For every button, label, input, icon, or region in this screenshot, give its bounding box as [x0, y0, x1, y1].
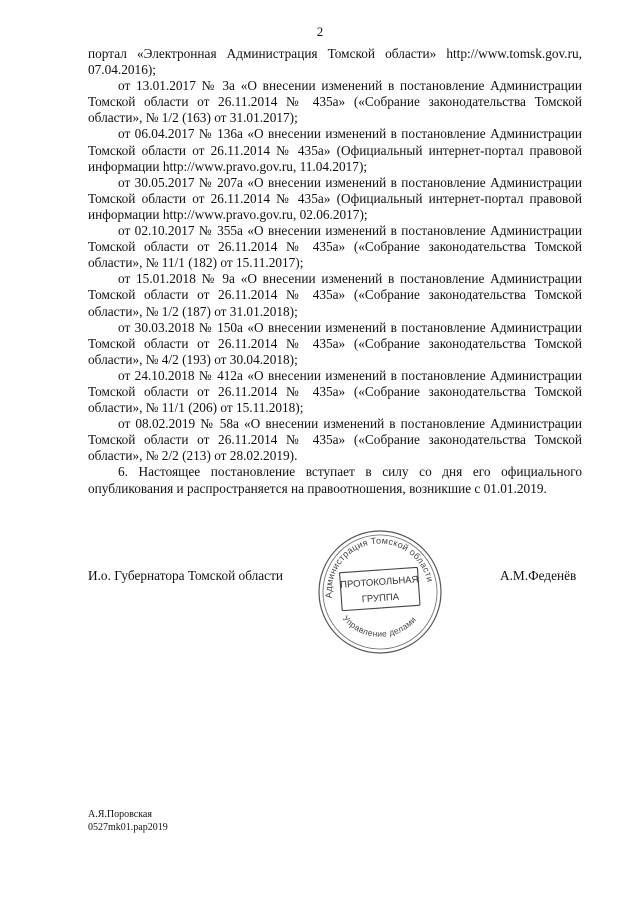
page-number: 2 [316, 24, 324, 39]
signatory-position: И.о. Губернатора Томской области [88, 568, 284, 583]
paragraph-continuation: портал «Электронная Администрация Томской области» http://www.tomsk.gov.ru, 07.04.2016); [88, 46, 582, 78]
stamp-outer-text: Администрация Томской области [323, 535, 436, 599]
amendment-paragraph: от 08.02.2019 № 58а «О внесении изменений в постановление Администрации Томской области от 26.11.2014 № 435а» («Собрание законодательства Томской области», № 2/2 (213) от 28.02.2019). [88, 416, 582, 464]
svg-text:Управление делами [341, 613, 418, 638]
footer-file-code: 0527mk01.pap2019 [88, 822, 168, 833]
stamp-inner-line1: ПРОТОКОЛЬНАЯ [339, 574, 419, 591]
footer-author: А.Я.Поровская [88, 809, 152, 820]
footer-info [88, 808, 168, 834]
official-stamp [316, 528, 444, 656]
amendment-paragraph: от 30.03.2018 № 150а «О внесении изменений в постановление Администрации Томской области от 26.11.2014 № 435а» («Собрание законодательства Томской области», № 4/2 (193) от 30.04.2018); [88, 319, 582, 367]
amendment-paragraph: от 06.04.2017 № 136а «О внесении изменений в постановление Администрации Томской области от 26.11.2014 № 435а» (Официальный интернет-портал правовой информации http://www.pravo.gov.ru, 11.04.2017); [88, 126, 582, 174]
signatory-name: А.М.Феденёв [500, 568, 577, 583]
effective-date-paragraph: 6. Настоящее постановление вступает в силу со дня его официального опубликования и распространяется на правоотношения, возникшие с 01.01.2019. [88, 464, 582, 496]
amendment-paragraph: от 24.10.2018 № 412а «О внесении изменений в постановление Администрации Томской области от 26.11.2014 № 435а» («Собрание законодательства Томской области», № 11/1 (206) от 15.11.2018); [88, 367, 582, 416]
document-body [88, 46, 582, 497]
stamp-bottom-text: Управление делами [340, 613, 419, 639]
amendment-paragraph: от 13.01.2017 № 3а «О внесении изменений в постановление Администрации Томской области от 26.11.2014 № 435а» («Собрание законодательства Томской области», № 1/2 (163) от 31.01.2017); [88, 78, 582, 126]
amendment-paragraph: от 02.10.2017 № 355а «О внесении изменений в постановление Администрации Томской области от 26.11.2014 № 435а» («Собрание законодательства Томской области», № 11/1 (182) от 15.11.2017); [88, 223, 582, 271]
amendment-paragraph: от 15.01.2018 № 9а «О внесении изменений в постановление Администрации Томской области от 26.11.2014 № 435а» («Собрание законодательства Томской области», № 1/2 (187) от 31.01.2018); [88, 271, 582, 319]
stamp-inner-line2: ГРУППА [361, 591, 400, 606]
amendment-paragraph: от 30.05.2017 № 207а «О внесении изменений в постановление Администрации Томской области от 26.11.2014 № 435а» (Официальный интернет-портал правовой информации http://www.pravo.gov.ru, 02.06.2017); [88, 174, 582, 222]
